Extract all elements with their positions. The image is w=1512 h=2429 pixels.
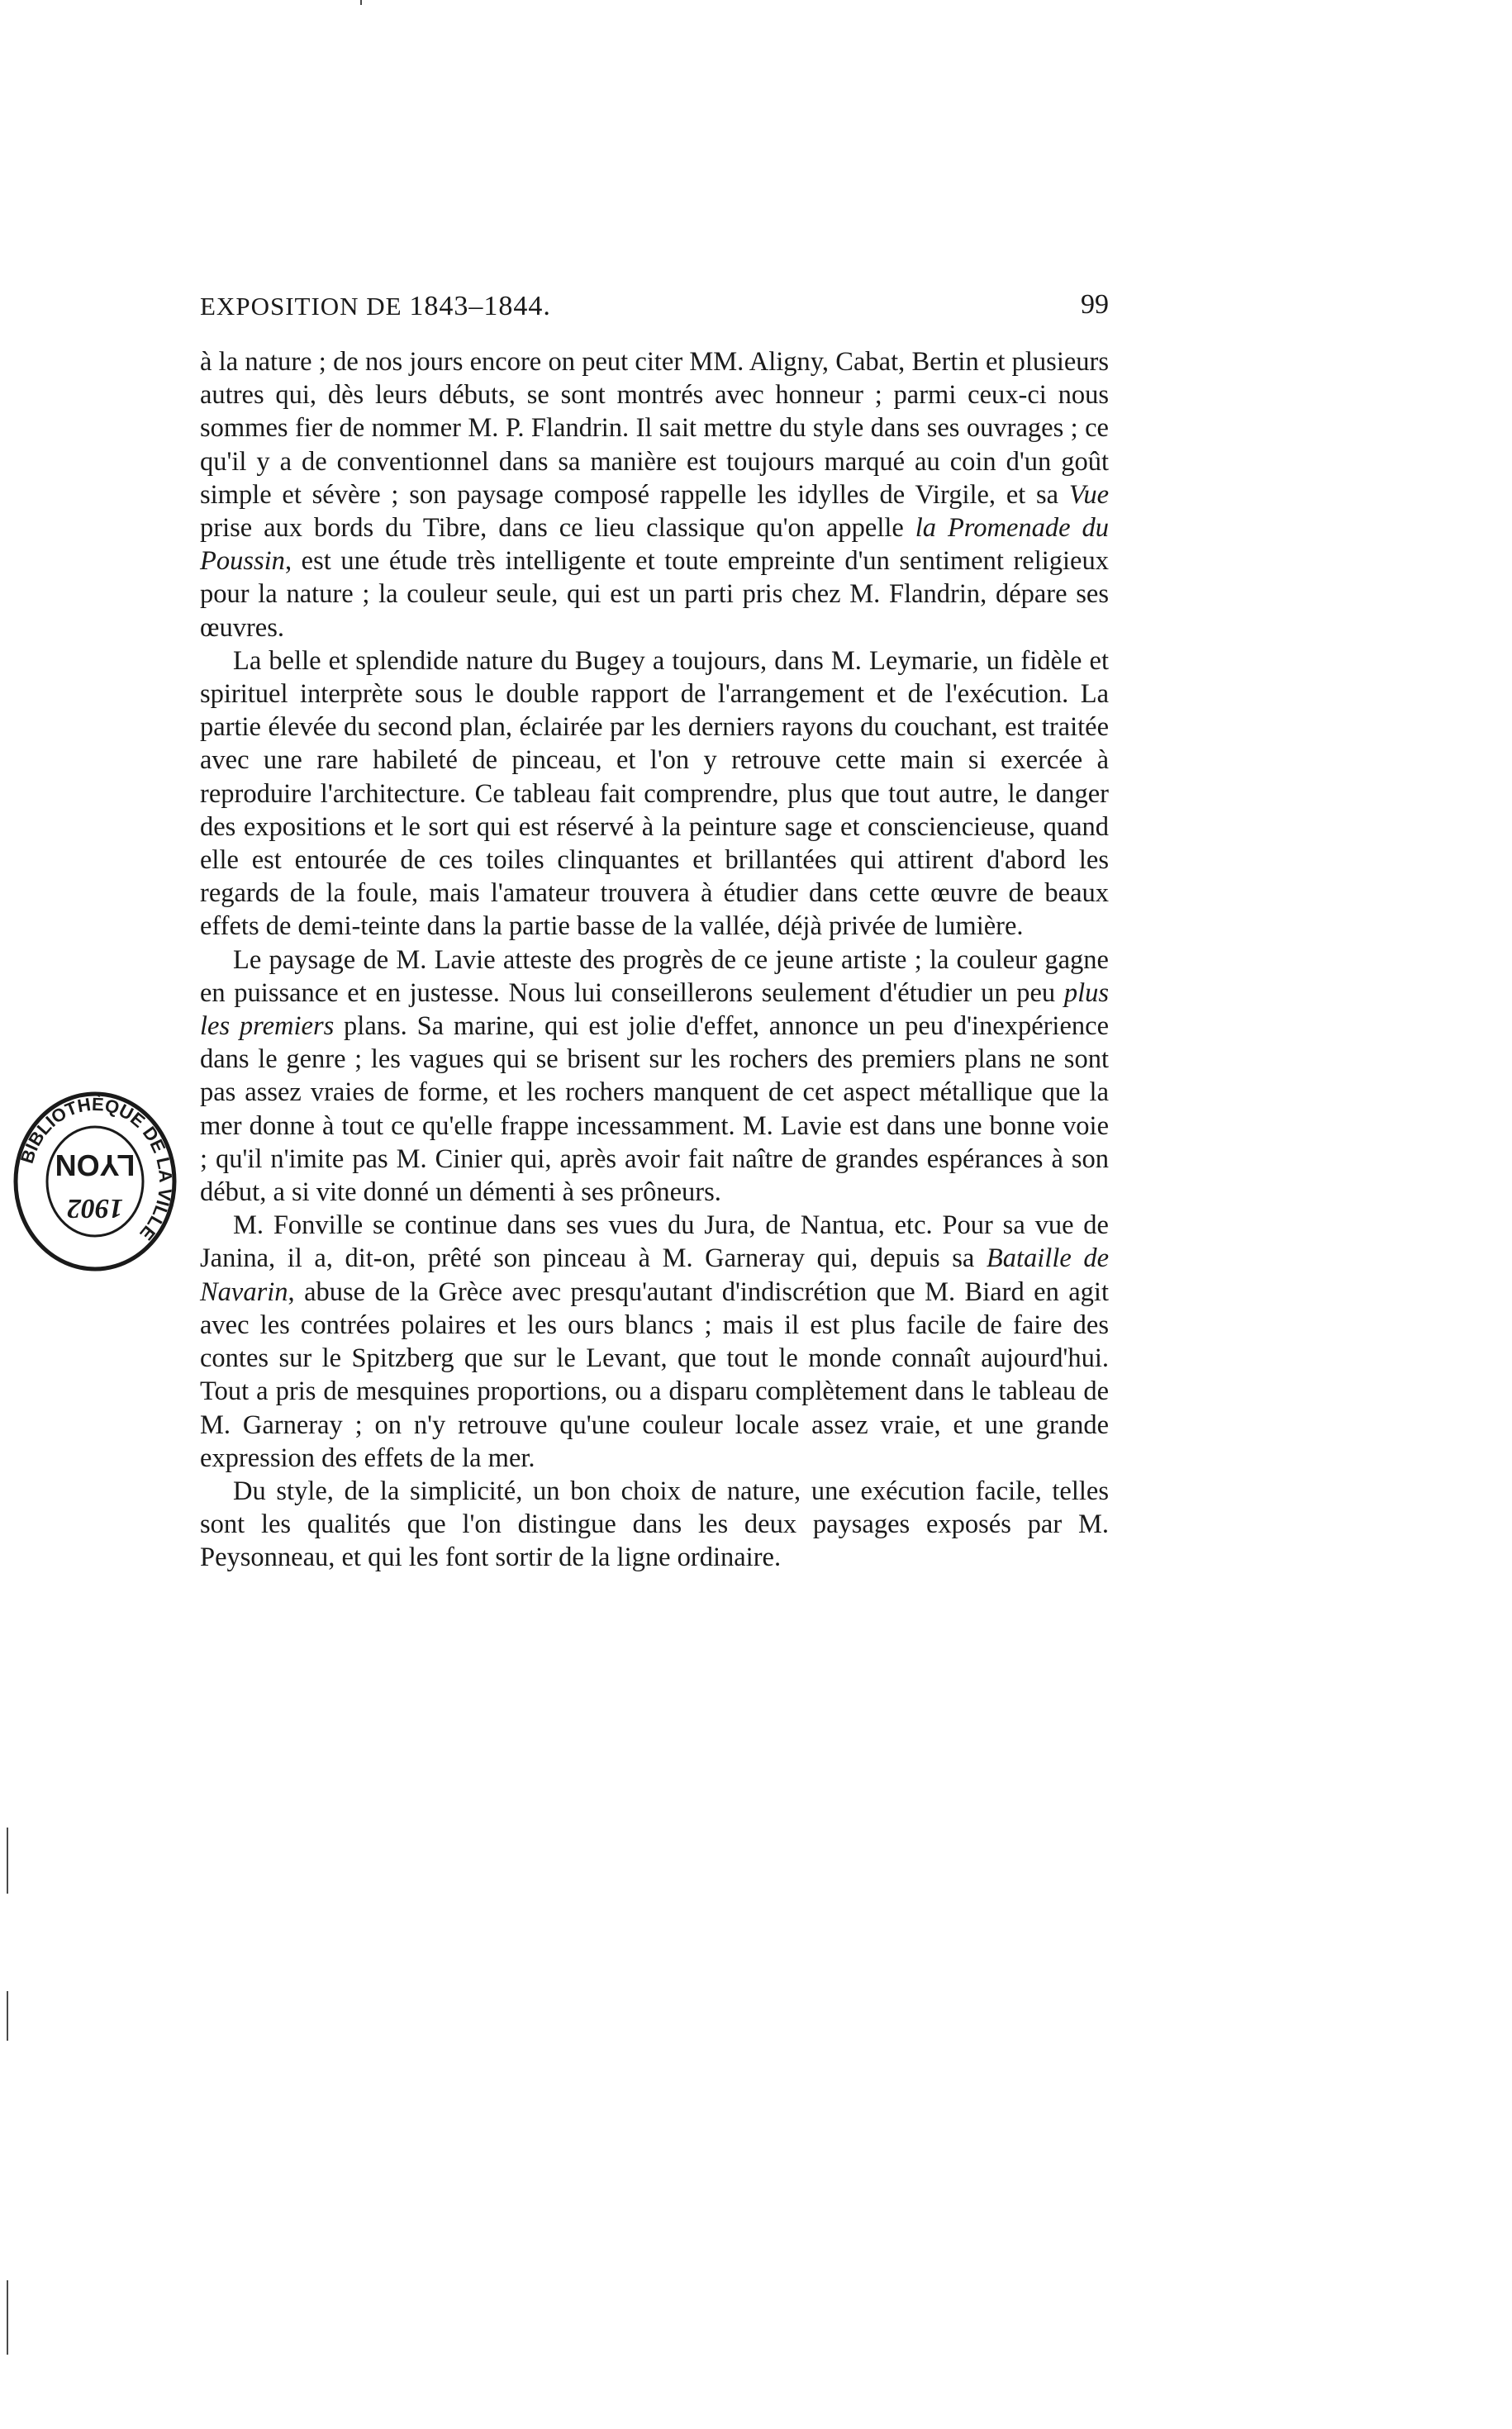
text-run: Du style, de la simplicité, un bon choix de nature, une exécution facile, telles sont les qualités que l'on distingue dans les deux paysages exposés par M. Peysonneau, et qui les font sortir de la ligne ordinaire. — [200, 1476, 1109, 1573]
running-title-years: 1843–1844. — [409, 291, 551, 321]
paragraph — [200, 1209, 1109, 1475]
text-run: plans. Sa marine, qui est jolie d'effet, annonce un peu d'inexpérience dans le genre ; les vagues qui se brisent sur les rochers des premiers plans ne sont pas assez vraies de forme, et les rochers manquent de cet aspect métallique que la mer donne à tout ce qu'elle frappe incessamment. M. Lavie est dans une bonne voie ; qu'il n'imite pas M. Cinier qui, après avoir fait naître de grandes espérances à son début, a si vite donné un démenti à ses prôneurs. — [200, 1011, 1109, 1208]
paragraph — [200, 345, 1109, 644]
text-run: , est une étude très intelligente et toute empreinte d'un sentiment religieux pour la nature ; la couleur seule, qui est un parti pris chez M. Flandrin, dépare ses œuvres. — [200, 546, 1109, 643]
text-run: M. Fonville se continue dans ses vues du Jura, de Nantua, etc. Pour sa vue de Janina, il a, dit-on, prêté son pinceau à M. Garneray qui, depuis sa — [200, 1210, 1109, 1274]
stamp-city: LYON — [55, 1148, 136, 1182]
paragraph — [200, 1475, 1109, 1575]
text-run: à la nature ; de nos jours encore on peut citer MM. Aligny, Cabat, Bertin et plusieurs autres qui, dès leurs débuts, se sont montrés avec honneur ; parmi ceux-ci nous sommes fier de nommer M. P. Flandrin. Il sait mettre du style dans ses ouvrages ; ce qu'il y a de conventionnel dans sa manière est toujours marqué au coin d'un goût simple et sévère ; son paysage composé rappelle les idylles de Virgile, et sa — [200, 347, 1109, 510]
scan-edge-top — [360, 0, 362, 5]
text-run: Le paysage de M. Lavie atteste des progrès de ce jeune artiste ; la couleur gagne en puissance et en justesse. Nous lui conseillerons seulement d'étudier un peu — [200, 944, 1109, 1008]
stamp-outer-text: BIBLIOTHÈQUE DE LA VILLE — [16, 1093, 177, 1244]
running-title — [200, 291, 551, 322]
scan-edge-left-2 — [7, 1991, 8, 2041]
running-head — [200, 291, 1117, 334]
italic-text: plus les premiers — [200, 977, 1109, 1042]
stamp-year: 1902 — [67, 1193, 123, 1224]
body-text — [200, 345, 1109, 1575]
text-run: prise aux bords du Tibre, dans ce lieu classique qu'on appelle — [200, 513, 915, 544]
italic-text: Vue — [1068, 479, 1109, 510]
text-run: , abuse de la Grèce avec presqu'autant d'indiscrétion que M. Biard en agit avec les contrées polaires et les ours blancs ; mais il est plus facile de faire des contes sur le Spitzberg que sur le Levant, que tout le monde connaît aujourd'hui. Tout a pris de mesquines proportions, ou a disparu complètement dans le tableau de M. Garneray ; on n'y retrouve qu'une couleur locale assez vraie, et une grande expression des effets de la mer. — [200, 1276, 1109, 1473]
italic-text: Bataille de Navarin — [200, 1243, 1110, 1307]
running-title-label: EXPOSITION DE — [200, 292, 402, 321]
paragraph — [200, 944, 1109, 1210]
scan-edge-left-1 — [7, 1828, 8, 1894]
page-number: 99 — [1081, 289, 1109, 320]
text-run: La belle et splendide nature du Bugey a toujours, dans M. Leymarie, un fidèle et spirituel interprète sous le double rapport de l'arrangement et de l'exécution. La partie élevée du second plan, éclairée par les derniers rayons du couchant, est traitée avec une rare habileté de pinceau, et l'on y retrouve cette main si exercée à reproduire l'architecture. Ce tableau fait comprendre, plus que tout autre, le danger des expositions et le sort qui est réservé à la peinture sage et consciencieuse, quand elle est entourée de ces toiles clinquantes et brillantées qui attirent d'abord les regards de la foule, mais l'amateur trouvera à étudier dans cette œuvre de beaux effets de demi-teinte dans la partie basse de la vallée, déjà privée de lumière. — [200, 645, 1109, 942]
italic-text: la Promenade du Poussin — [200, 513, 1109, 577]
scan-edge-left-3 — [7, 2280, 8, 2355]
paragraph — [200, 644, 1109, 944]
library-stamp — [8, 1074, 182, 1289]
